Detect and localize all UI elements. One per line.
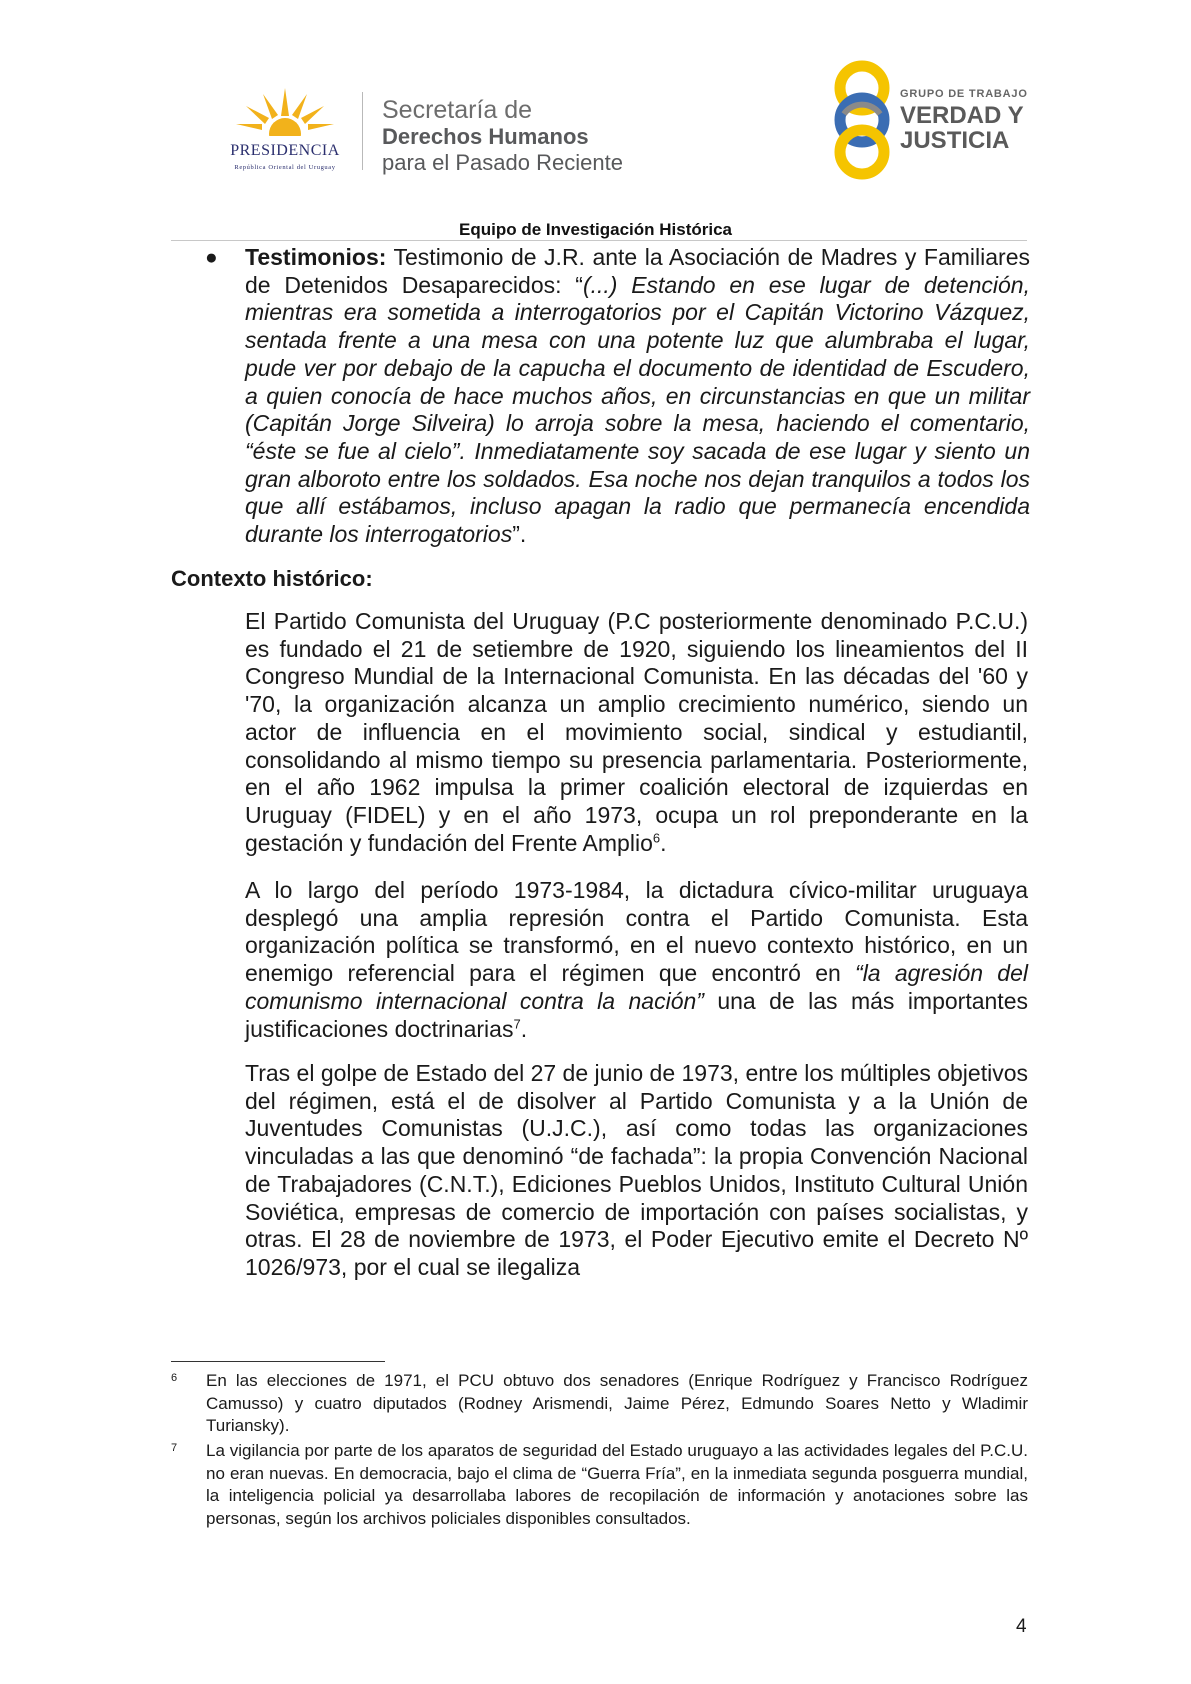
p2-after: una de las más importantes justificaciones doctrinarias [245,987,1028,1042]
contexto-paragraph-1 [245,608,1028,857]
footnote-ref-7[interactable]: 7 [513,1015,521,1031]
bullet-icon: ● [205,246,218,269]
secretaria-line-1: Secretaría de [382,96,533,124]
contexto-paragraph-3: Tras el golpe de Estado del 27 de junio de 1973, entre los múltiples objetivos del régimen, está el de disolver al Partido Comunista y a la Unión de Juventudes Comunistas (U.J.C.), así como todas las organizaciones vinculadas a las que denominó “de fachada”: la propia Convención Nacional de Trabajadores (C.N.T.), Ediciones Pueblos Unidos, Instituto Cultural Unión Soviética, empresas de comercio de importación con países socialistas, y otras. El 28 de noviembre de 1973, el Poder Ejecutivo emite el Decreto Nº 1026/973, por el cual se ilegaliza [245,1060,1028,1280]
verdad-justicia-logo [822,58,902,180]
p2-before: A lo largo del período 1973-1984, la dictadura cívico-militar uruguaya desplegó una amplia represión contra el Partido Comunista. Esta organización política se transformó, en el nuevo contexto histórico, en un enemigo referencial para el régimen que encontró en [245,877,1028,987]
footnote-rule [171,1361,385,1362]
p1-text: El Partido Comunista del Uruguay (P.C posteriormente denominado P.C.U.) es fundado el 21 de setiembre de 1920, siguiendo los lineamientos del II Congreso Mundial de la Internacional Comunista. En las décadas del '60 y '70, la organización alcanza un amplio crecimiento numérico, siendo un actor de influencia en el movimiento social, sindical y estudiantil, consolidando al mismo tiempo su presencia parlamentaria. Posteriormente, en el año 1962 impulsa la primer coalición electoral de izquierdas en Uruguay (FIDEL) y en el año 1973, ocupa un rol preponderante en la gestación y fundación del Frente Amplio [245,608,1028,856]
sun-emblem-icon [210,86,360,142]
grupo-line-1: GRUPO DE TRABAJO [900,88,1028,100]
testimonios-text [245,244,1030,549]
p1-end: . [660,829,667,856]
grupo-line-3: JUSTICIA [900,127,1010,154]
p2-quote: “la agresión del comunismo internacional contra la nación” [245,960,1028,1014]
footnote-text: La vigilancia por parte de los aparatos de seguridad del Estado uruguayo a las actividades legales del P.C.U. no eran nuevas. En democracia, bajo el clima de “Guerra Fría”, en la inmediata segunda posguerra mundial, la inteligencia policial ya desarrollaba labores de recopilación de información y anotaciones sobre las personas, según los archivos policiales disponibles consultados. [206,1441,1028,1528]
testimonios-quote: (...) Estando en ese lugar de detención, mientras era sometida a interrogatorios por el Capitán Victorino Vázquez, sentada frente a una mesa con una potente luz que alumbraba el lugar, pude ver por debajo de la capucha el documento de identidad de Escudero, a quien conocía de hace muchos años, en circunstancias en que un militar (Capitán Jorge Silveira) lo arroja sobre la mesa, haciendo el comentario, “éste se fue al cielo”. Inmediatamente soy sacada de ese lugar y siento un gran alboroto entre los soldados. Esa noche nos dejan tranquilos a todos los que allí estábamos, incluso apagan la radio que permanecía encendida durante los interrogatorios [245,271,1030,548]
footnote-text: En las elecciones de 1971, el PCU obtuvo dos senadores (Enrique Rodríguez y Francisco Rodríguez Camusso) y cuatro diputados (Rodney Arismendi, Jaime Pérez, Edmundo Soares Netto y Wladimir Turiansky). [206,1371,1028,1435]
page-number: 4 [1016,1616,1027,1637]
team-heading: Equipo de Investigación Histórica [459,220,732,239]
secretaria-line-3: para el Pasado Reciente [382,150,623,175]
p2-end: . [520,1015,528,1042]
presidencia-wordmark: PRESIDENCIA [230,142,340,159]
grupo-line-2: VERDAD Y [900,102,1024,129]
presidencia-logo [210,86,360,176]
secretaria-line-2: Derechos Humanos [382,124,589,149]
linked-rings-icon [822,58,902,180]
presidencia-subtitle: República Oriental del Uruguay [234,164,336,171]
testimonios-label: Testimonios: [245,244,387,270]
header-divider [362,92,363,170]
footnote-ref-6[interactable]: 6 [652,829,661,845]
testimonios-intro: Testimonio de J.R. ante la Asociación de Madres y Familiares de Detenidos Desaparecidos: “ [245,244,1030,298]
contexto-heading: Contexto histórico: [171,566,373,591]
secretaria-wordmark [382,96,623,176]
verdad-justicia-wordmark [900,88,1028,153]
header-rule [171,240,1027,241]
contexto-paragraph-2 [245,877,1028,1043]
footnote-number: 6 [171,1372,178,1384]
footnote-number: 7 [171,1442,178,1454]
testimonios-outro: ”. [512,521,527,548]
